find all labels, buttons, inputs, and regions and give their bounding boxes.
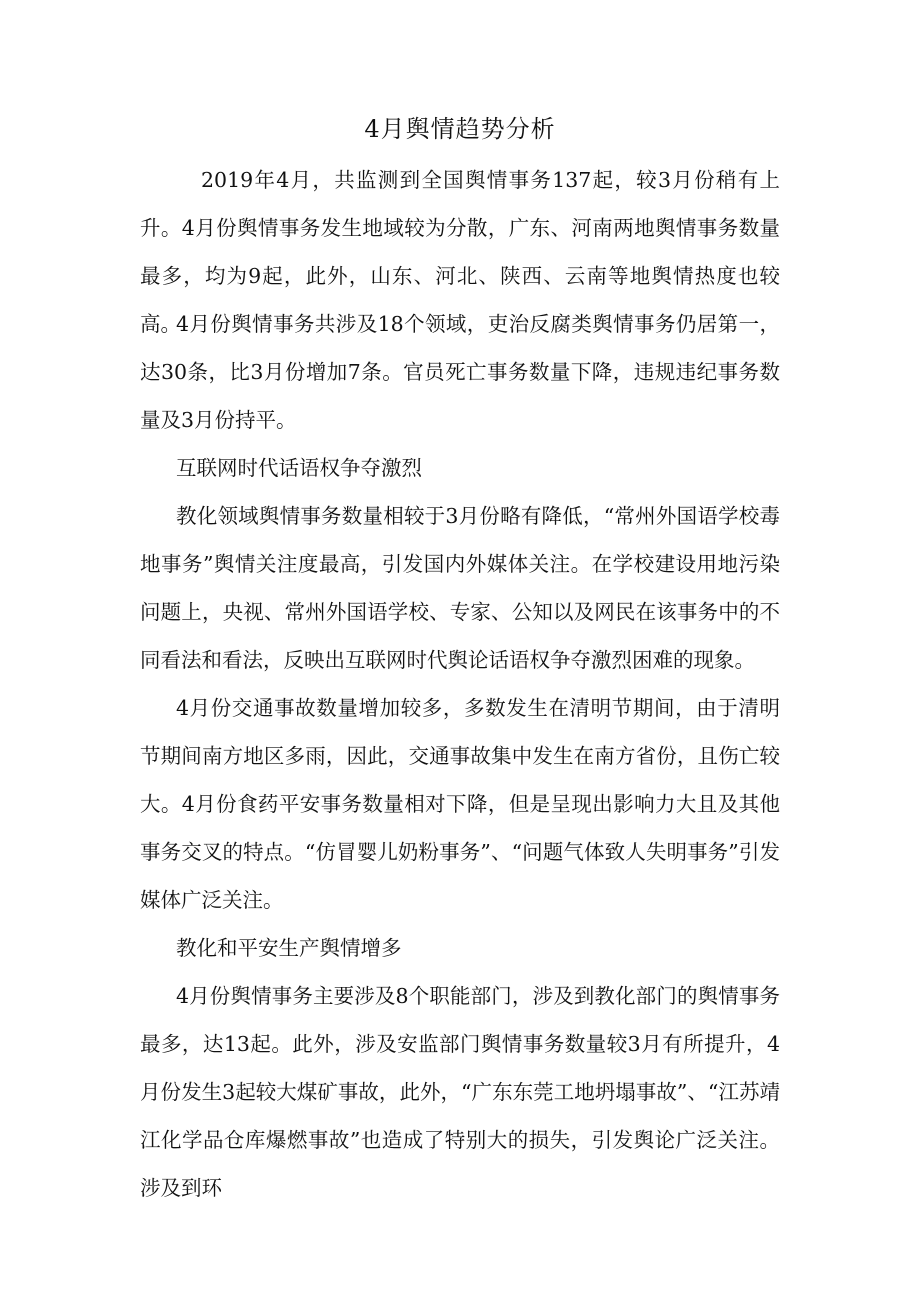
paragraph-education-domain: 教化领域舆情事务数量相较于3月份略有降低，“常州外国语学校毒地事务”舆情关注度最高，引发国内外媒体关注。在学校建设用地污染问题上，央视、常州外国语学校、专家、公知以及网民在该事务中的不同看法和看法，反映出互联网时代舆论话语权争夺激烈困难的现象。 <box>140 504 780 672</box>
paragraph-domain-count: 4月份舆情事务共涉及18个领域，吏治反腐类舆情事务仍居第一，达30条，比3月份增加7条。官员死亡事务数量下降，违规违纪事务数量及3月份持平。 <box>140 312 780 432</box>
paragraph-functional-departments: 4月份舆情事务主要涉及8个职能部门，涉及到教化部门的舆情事务最多，达13起。此外，涉及安监部门舆情事务数量较3月有所提升，4月份发生3起较大煤矿事故，此外，“广东东莞工地坍塌事故”、“江苏靖江化学品仓库爆燃事故”也造成了特别大的损失，引发舆论广泛关注。涉及到环 <box>140 984 780 1200</box>
section-heading-education-safety: 教化和平安生产舆情增多 <box>176 936 402 960</box>
paragraph-traffic-food-safety: 4月份交通事故数量增加较多，多数发生在清明节期间，由于清明节期间南方地区多雨，因此，交通事故集中发生在南方省份，且伤亡较大。4月份食药平安事务数量相对下降，但是呈现出影响力大且及其他事务交叉的特点。“仿冒婴儿奶粉事务”、“问题气体致人失明事务”引发媒体广泛关注。 <box>140 696 780 912</box>
document-title: 4月舆情趋势分析 <box>364 115 556 143</box>
paragraph-april-overview: 2019年4月，共监测到全国舆情事务137起，较3月份稍有上升。4月份舆情事务发生地域较为分散，广东、河南两地舆情事务数量最多，均为9起，此外，山东、河北、陕西、云南等地舆情热度也较高。 <box>140 168 780 336</box>
section-heading-internet-discourse: 互联网时代话语权争夺激烈 <box>176 456 422 480</box>
